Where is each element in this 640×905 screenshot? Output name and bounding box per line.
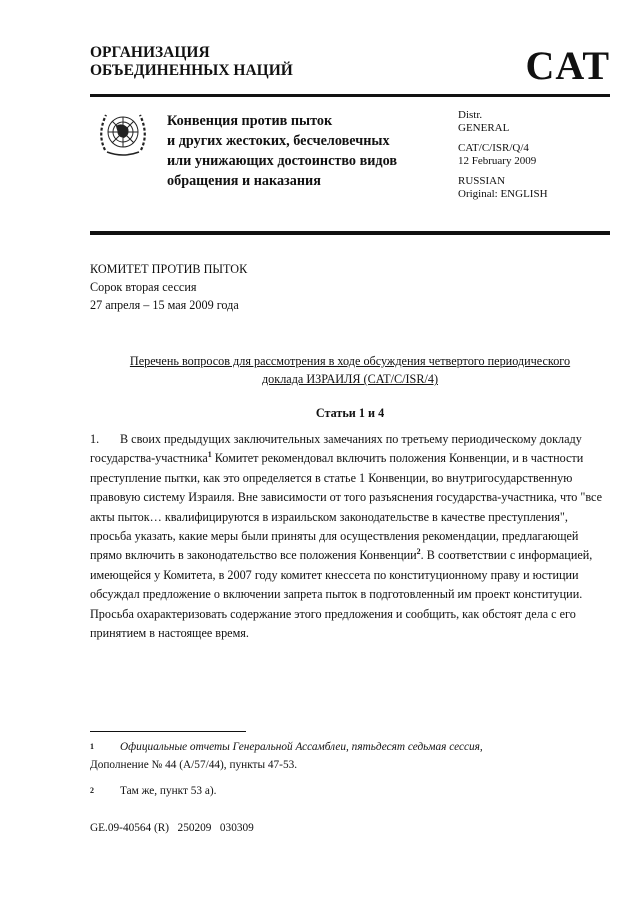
- convention-title: [167, 111, 397, 191]
- footnote-2: [90, 782, 610, 800]
- footnote-ref-1[interactable]: 1: [207, 450, 212, 460]
- footnote-divider: [90, 731, 246, 732]
- paragraph-text: В своих предыдущих заключительных замечаниях по третьему периодическому докладу государства-участника: [90, 432, 582, 466]
- footnote-number: 2: [90, 786, 94, 795]
- title-line-2: доклада ИЗРАИЛЯ (CAT/C/ISR/4): [261, 372, 439, 386]
- paragraph-1: [90, 430, 610, 643]
- organization-name: [90, 44, 293, 80]
- committee-session: Сорок вторая сессия: [90, 280, 197, 294]
- convention-line: или унижающих достоинство видов: [167, 153, 397, 169]
- footnote-italic-text: Официальные отчеты Генеральной Ассамблеи, пятьдесят седьмая сессия,: [120, 741, 483, 753]
- distribution: GENERAL: [458, 121, 510, 134]
- org-line-1: ОРГАНИЗАЦИЯ: [90, 44, 210, 61]
- committee-info: [90, 260, 247, 314]
- document-footer: GE.09-40564 (R) 250209 030309: [90, 822, 254, 834]
- footnote-1: [90, 738, 610, 774]
- doc-date: 12 February 2009: [458, 154, 537, 167]
- footnote-text: Дополнение № 44 (A/57/44), пункты 47-53.: [90, 759, 298, 771]
- un-emblem-icon: [94, 108, 152, 160]
- committee-dates: 27 апреля – 15 мая 2009 года: [90, 298, 239, 312]
- distr-label: Distr.: [458, 109, 483, 121]
- title-line-1: Перечень вопросов для рассмотрения в ходе обсуждения четвертого периодического: [129, 354, 571, 368]
- footnote-number: 1: [90, 742, 94, 751]
- committee-name: КОМИТЕТ ПРОТИВ ПЫТОК: [90, 262, 248, 276]
- paragraph-text: Комитет рекомендовал включить положения Конвенции, и в частности преступление пытки, как это определяется в статье 1 Конвенции, во внутригосударственную правовую систему Израиля. Вне зависимости от того разъяснения государства-участника, что "все акты пыток… квалифицируются в израильском законодательстве в качестве преступления", просьба указать, какие меры были приняты для осуществления рекомендации, предлагающей прямо включить в законодательство все положения Конвенции: [90, 451, 603, 563]
- document-series-symbol: CAT: [525, 43, 610, 88]
- document-metadata: [458, 109, 548, 208]
- original-language: Original: ENGLISH: [458, 187, 548, 200]
- paragraph-number: 1.: [90, 432, 100, 446]
- convention-line: обращения и наказания: [167, 173, 321, 189]
- doc-language: RUSSIAN: [458, 175, 506, 187]
- footnote-text: Там же, пункт 53 а).: [120, 785, 217, 797]
- header-divider: [90, 231, 610, 235]
- doc-symbol: CAT/C/ISR/Q/4: [458, 142, 529, 154]
- document-title: [90, 352, 610, 388]
- convention-line: и других жестоких, бесчеловечных: [167, 133, 390, 149]
- paragraph-text: . В соответствии с информацией, имеющейся у Комитета, в 2007 году комитет кнессета по конституционному праву и юстиции обсуждал предложение о включении запрета пыток в подготовленный им проект конституции. Просьба охарактеризовать содержание этого предложения и сообщить, как обстоят дела с его принятием в настоящее время.: [90, 548, 593, 641]
- convention-line: Конвенция против пыток: [167, 113, 333, 129]
- section-heading: Статьи 1 и 4: [315, 406, 385, 420]
- org-line-2: ОБЪЕДИНЕННЫХ НАЦИЙ: [90, 62, 293, 79]
- top-divider: [90, 94, 610, 97]
- footnote-ref-2[interactable]: 2: [416, 547, 421, 557]
